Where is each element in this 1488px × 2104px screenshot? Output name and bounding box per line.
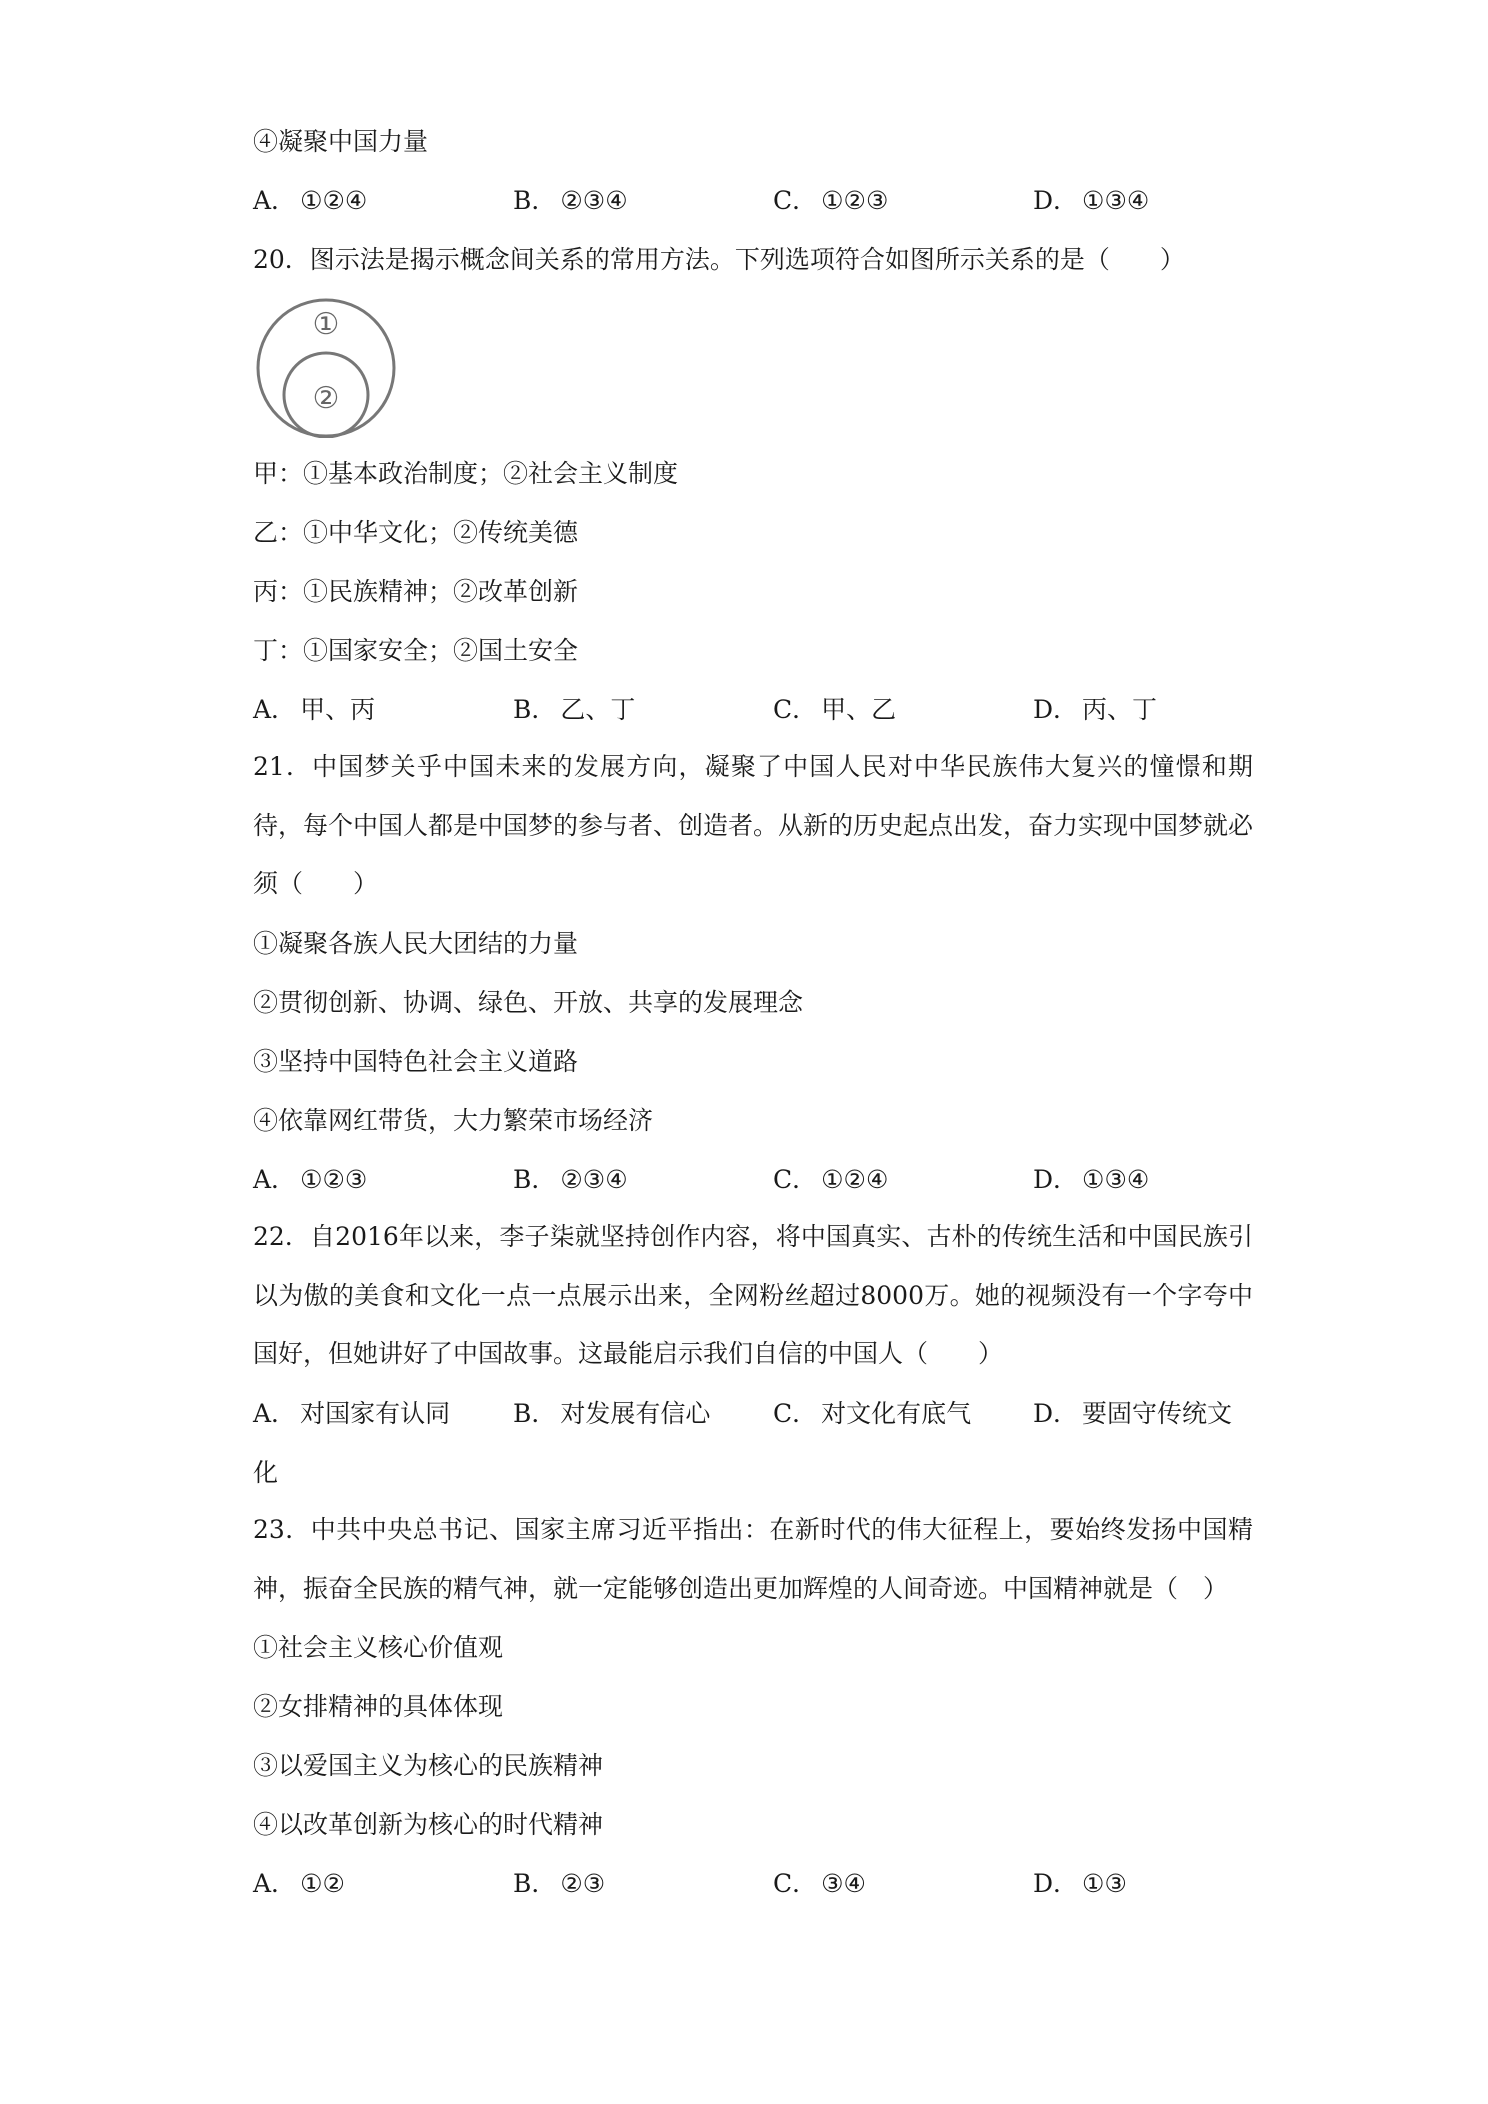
q23-item-1: ①社会主义核心价值观	[253, 1633, 504, 1662]
q21-item-4: ④依靠网红带货，大力繁荣市场经济	[253, 1106, 654, 1135]
q20-option-b: B． 乙、丁	[513, 695, 636, 724]
q21-item-2: ②贯彻创新、协调、绿色、开放、共享的发展理念	[253, 988, 804, 1017]
q23-item-3: ③以爱国主义为核心的民族精神	[253, 1751, 604, 1780]
q23-stem: 23．中共中央总书记、国家主席习近平指出：在新时代的伟大征程上，要始终发扬中国精神，振奋全民族的精气神，就一定能够创造出更加辉煌的人间奇迹。中国精神就是（ ）	[253, 1515, 1253, 1603]
q21-options	[253, 1164, 1253, 1196]
q21-stem: 21．中国梦关乎中国未来的发展方向，凝聚了中国人民对中华民族伟大复兴的憧憬和期待，每个中国人都是中国梦的参与者、创造者。从新的历史起点出发，奋力实现中国梦就必须（ ）	[253, 752, 1254, 898]
q21-option-d: D． ①③④	[1033, 1165, 1150, 1194]
q22-options	[253, 1398, 1253, 1430]
q19-option-a: A． ①②④	[253, 186, 368, 215]
q21-item-1: ①凝聚各族人民大团结的力量	[253, 929, 579, 958]
q20-option-d: D． 丙、丁	[1033, 695, 1158, 724]
q21-item-3: ③坚持中国特色社会主义道路	[253, 1047, 579, 1076]
q19-options	[253, 185, 1253, 217]
q20-stem: 20．图示法是揭示概念间关系的常用方法。下列选项符合如图所示关系的是（ ）	[253, 245, 1185, 274]
q21-option-c: C． ①②④	[773, 1165, 889, 1194]
q22-option-d: D． 要固守传统文	[1033, 1399, 1233, 1428]
q22-stem: 22．自2016年以来，李子柒就坚持创作内容，将中国真实、古朴的传统生活和中国民族引以为傲的美食和文化一点一点展示出来，全网粉丝超过8000万。她的视频没有一个字夸中国好，但她讲好了中国故事。这最能启示我们自信的中国人（ ）	[253, 1222, 1253, 1368]
q21-option-a: A． ①②③	[253, 1165, 368, 1194]
q21-option-b: B． ②③④	[513, 1165, 628, 1194]
q20-option-a: A． 甲、丙	[253, 695, 376, 724]
q22-option-a: A． 对国家有认同	[253, 1399, 451, 1428]
q20-item-ding: 丁：①国家安全；②国土安全	[253, 636, 579, 665]
q19-option-b: B． ②③④	[513, 186, 628, 215]
q20-option-c: C． 甲、乙	[773, 695, 897, 724]
q23-option-a: A． ①②	[253, 1869, 345, 1898]
venn-inner-label: ②	[312, 381, 340, 416]
q20-item-yi: 乙：①中华文化；②传统美德	[253, 518, 579, 547]
q22-option-c: C． 对文化有底气	[773, 1399, 972, 1428]
q23-item-4: ④以改革创新为核心的时代精神	[253, 1810, 604, 1839]
q19-option-c: C． ①②③	[773, 186, 889, 215]
q20-options	[253, 694, 1253, 726]
q23-option-d: D． ①③	[1033, 1869, 1127, 1898]
q23-item-2: ②女排精神的具体体现	[253, 1692, 504, 1721]
q19-item-4: ④凝聚中国力量	[253, 127, 429, 156]
q23-option-c: C． ③④	[773, 1869, 866, 1898]
q22-option-b: B． 对发展有信心	[513, 1399, 711, 1428]
venn-outer-label: ①	[312, 307, 340, 342]
q20-item-bing: 丙：①民族精神；②改革创新	[253, 577, 579, 606]
q23-option-b: B． ②③	[513, 1869, 606, 1898]
q19-option-d: D． ①③④	[1033, 186, 1150, 215]
q22-option-d-wrap: 化	[253, 1458, 279, 1487]
venn-diagram	[250, 298, 402, 438]
q23-options	[253, 1868, 1253, 1900]
q20-item-jia: 甲：①基本政治制度；②社会主义制度	[253, 459, 679, 488]
